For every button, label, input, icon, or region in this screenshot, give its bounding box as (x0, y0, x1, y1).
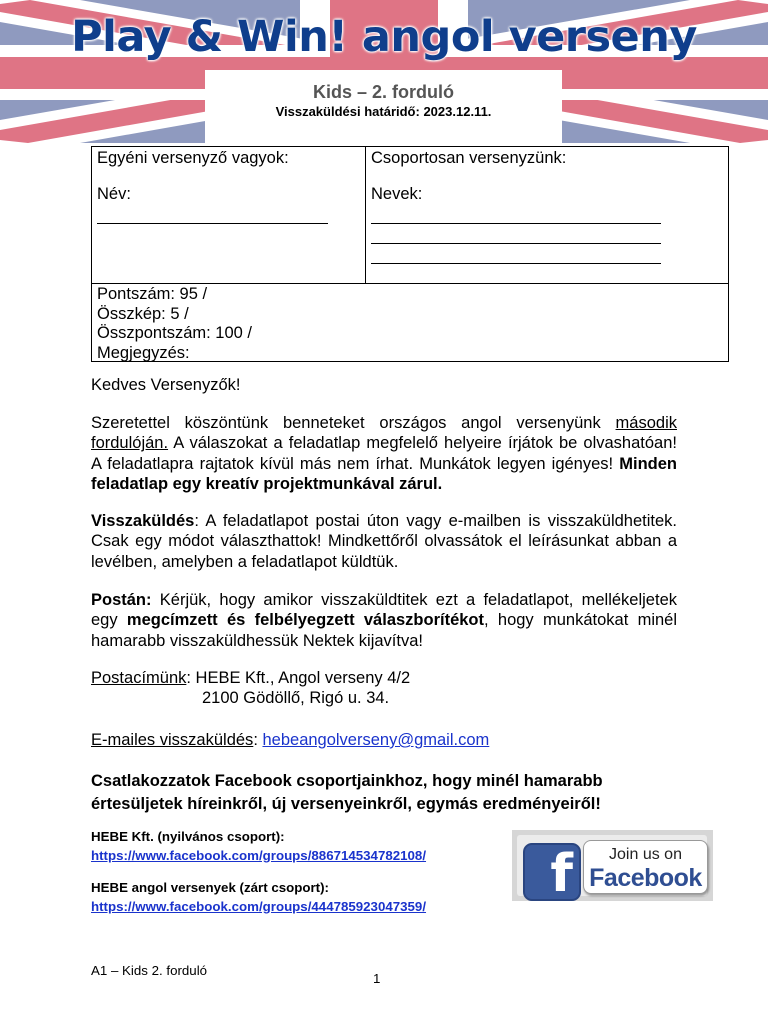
return-text: : A feladatlapot postai úton vagy e-mailben is visszaküldhetitek. Csak egy módot választhattok! Mindkettőről olvassátok el leírásunkat abban a levélben, amelyben a feladatlapot küldtük. (91, 512, 677, 571)
round-info-box (205, 70, 562, 143)
group-label: Csoportosan versenyzünk: (371, 149, 567, 167)
email-label: E-mailes visszaküldés (91, 731, 254, 749)
score-block (97, 285, 252, 363)
group-cell (366, 147, 728, 283)
badge-background (517, 835, 707, 901)
individual-label: Egyéni versenyző vagyok: (97, 149, 289, 167)
intro-paragraph (91, 413, 677, 494)
names-field-line-1[interactable] (371, 223, 661, 224)
name-field-line[interactable] (97, 223, 328, 224)
banner-title: Play & Win! angol verseny (71, 12, 697, 62)
email-link[interactable]: hebeangolverseny@gmail.com (262, 731, 490, 749)
names-field-line-2[interactable] (371, 243, 661, 244)
badge-brand-text: Facebook (589, 864, 702, 892)
score-label: Pontszám: 95 / (97, 285, 208, 303)
deadline-date: 2023.12.11. (423, 104, 492, 119)
name-label: Név: (97, 185, 131, 203)
group-1 (91, 828, 426, 865)
address-label: Postacímünk (91, 669, 187, 687)
deadline-label: Visszaküldési határidő: (275, 104, 420, 119)
page-number: 1 (373, 971, 381, 986)
intro-underlined-text: második fordulóján. (91, 414, 677, 453)
post-label: Postán: (91, 591, 152, 609)
email-separator: : (253, 731, 263, 749)
address-line-2: 2100 Gödöllő, Rigó u. 34. (202, 689, 390, 707)
facebook-icon: f (523, 843, 581, 901)
individual-cell (92, 147, 366, 283)
names-field-line-3[interactable] (371, 263, 661, 264)
join-facebook-badge[interactable] (512, 830, 713, 901)
footer-label: A1 – Kids 2. forduló (91, 963, 208, 978)
post-text-end: , hogy munkátokat minél hamarabb visszaküldhessük Nektek kijavítva! (91, 611, 678, 650)
group-2-link[interactable]: https://www.facebook.com/groups/444785923047359/ (91, 898, 427, 914)
address-text: : HEBE Kft., Angol verseny 4/2 (186, 669, 411, 687)
note-label: Megjegyzés: (97, 343, 190, 362)
names-label: Nevek: (371, 185, 423, 203)
entry-form-top-row (92, 147, 728, 284)
intro-text-end: A válaszokat a feladatlap megfelelő helyeire írjátok be olvashatóan! A feladatlapra rajtatok kívül más nem írhat. Munkátok legyen igényes! (91, 434, 677, 473)
picture-score-label: Összkép: 5 / (97, 304, 189, 323)
group-1-name: HEBE Kft. (nyilvános csoport): (91, 829, 285, 844)
facebook-heading: Csatlakozzatok Facebook csoportjainkhoz, hogy minél hamarabb értesüljetek híreinkről, új versenyeinkről, egymás eredményeiről! (91, 772, 603, 813)
group-2-name: HEBE angol versenyek (zárt csoport): (91, 880, 329, 895)
deadline (205, 104, 562, 119)
address-line-1 (91, 668, 677, 688)
entry-form-table (91, 146, 729, 362)
intro-bold-text: Minden feladatlap egy kreatív projektmunkával zárul. (91, 454, 677, 493)
post-paragraph (91, 590, 677, 651)
badge-join-text: Join us on (609, 846, 682, 863)
group-2 (91, 879, 426, 916)
return-paragraph (91, 511, 677, 572)
greeting: Kedves Versenyzők! (91, 376, 241, 394)
header-banner (0, 0, 768, 143)
post-text-start: Kérjük, hogy amikor visszaküldtitek ezt a feladatlapot, mellékeljetek egy (91, 591, 677, 630)
badge-pill (583, 840, 708, 894)
post-bold-text: megcímzett és felbélyegzett válaszborítékot (126, 611, 485, 630)
intro-text-start: Szeretettel köszöntünk benneteket országos angol versenyünk (91, 414, 616, 432)
email-line (91, 730, 677, 750)
round-title: Kids – 2. forduló (312, 82, 454, 102)
total-score-label: Összpontszám: 100 / (97, 324, 252, 342)
return-label: Visszaküldés (91, 512, 195, 530)
group-1-link[interactable]: https://www.facebook.com/groups/886714534782108/ (91, 847, 427, 863)
